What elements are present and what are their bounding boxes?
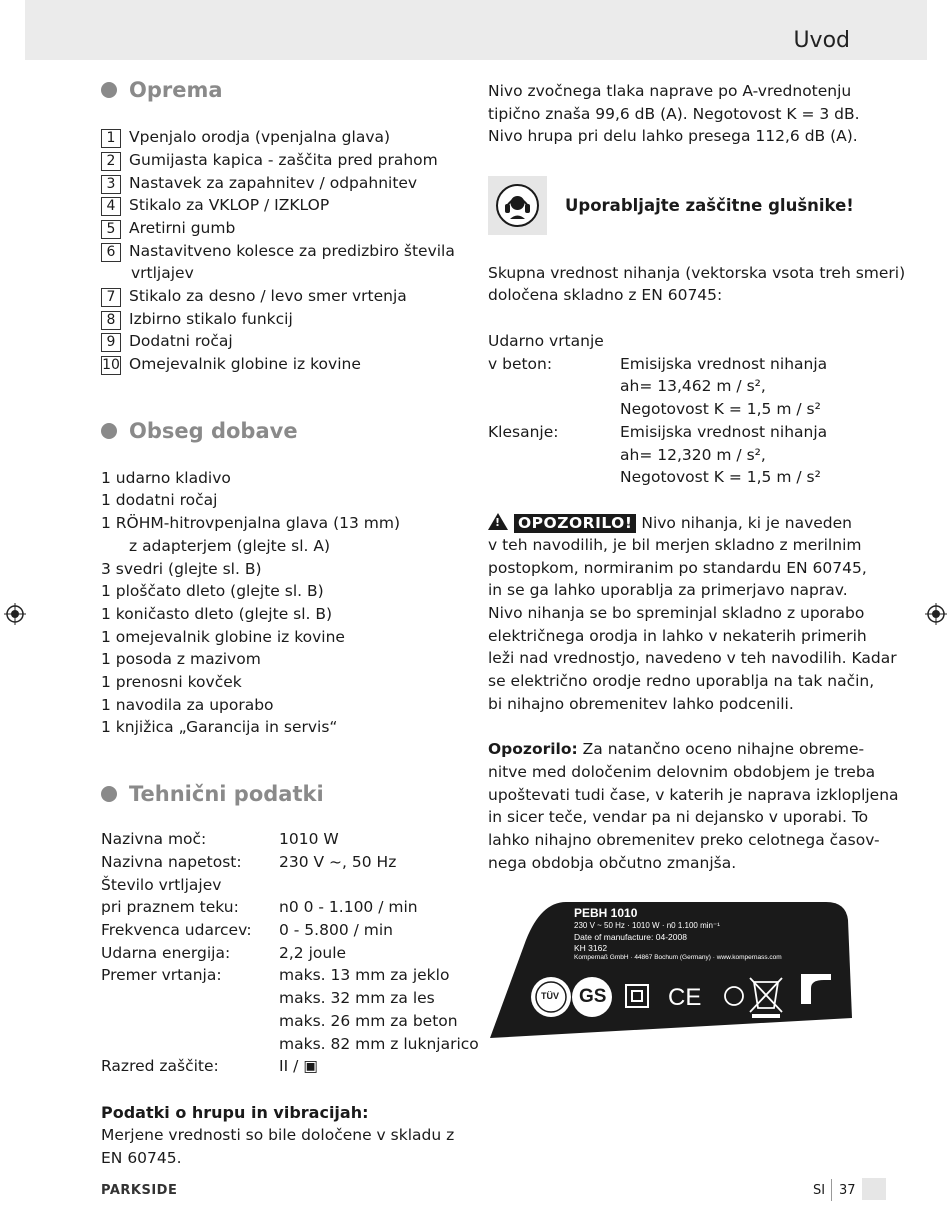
spec-label: Premer vrtanja: (101, 966, 222, 984)
paragraph-line: Za natančno oceno nihajne obreme- (582, 740, 865, 758)
page-number: 37 (839, 1183, 856, 1198)
registration-mark-icon (4, 603, 26, 625)
spec-label: Število vrtljajev (101, 876, 222, 894)
paragraph-line: EN 60745. (101, 1149, 182, 1167)
opozorilo-label: Opozorilo: (488, 740, 578, 758)
spec-label: Nazivna napetost: (101, 853, 242, 871)
page-title: Uvod (793, 28, 850, 53)
list-item: 1 knjižica „Garancija in servis“ (101, 718, 338, 736)
paragraph-line: v teh navodilih, je bil merjen skladno z merilnim (488, 536, 862, 554)
list-item: 9 Dodatni ročaj (101, 330, 233, 353)
section-heading-tehnicni: Tehnični podatki (101, 782, 324, 806)
list-item: vrtljajev (131, 264, 194, 282)
spec-value: 1010 W (279, 830, 339, 848)
spec-value: 0 - 5.800 / min (279, 921, 393, 939)
bullet-icon (101, 82, 117, 98)
paragraph-line: se električno orodje redno uporablja na tak način, (488, 672, 875, 690)
list-item: 1 udarno kladivo (101, 469, 231, 487)
spec-value: 230 V ~, 50 Hz (279, 853, 397, 871)
hrup-heading: Podatki o hrupu in vibracijah: (101, 1103, 369, 1122)
divider (831, 1179, 832, 1201)
spec-value: maks. 26 mm za beton (279, 1012, 458, 1030)
brand-logo: PARKSIDE (101, 1183, 178, 1198)
rating-plate (486, 900, 854, 1040)
paragraph-line: Nivo zvočnega tlaka naprave po A-vrednotenju (488, 82, 852, 100)
vib-value: Negotovost K = 1,5 m / s² (620, 400, 821, 418)
vib-value: ah= 13,462 m / s², (620, 377, 766, 395)
plate-company: Kompernaß GmbH · 44867 Bochum (Germany) · www.kompernass.com (574, 954, 782, 961)
vib-value: ah= 12,320 m / s², (620, 446, 766, 464)
plate-kh: KH 3162 (574, 943, 608, 953)
warning-triangle-icon: ! (488, 513, 508, 530)
spec-label: Udarna energija: (101, 944, 231, 962)
paragraph-line: postopkom, normiranim po standardu EN 60745, (488, 559, 867, 577)
vib-value: Emisijska vrednost nihanja (620, 355, 828, 373)
list-item: 1 posoda z mazivom (101, 650, 261, 668)
paragraph-line: Skupna vrednost nihanja (vektorska vsota treh smeri) (488, 264, 906, 282)
page-tab (862, 1178, 886, 1200)
list-item: 1 ploščato dleto (glejte sl. B) (101, 582, 324, 600)
registration-mark-icon (925, 603, 947, 625)
list-item: 10 Omejevalnik globine iz kovine (102, 355, 361, 373)
vib-label: v beton: (488, 355, 553, 373)
vib-label: Klesanje: (488, 423, 559, 441)
spec-label: pri praznem teku: (101, 898, 239, 916)
paragraph-line: leži nad vrednostjo, navedeno v teh navodilih. Kadar (488, 649, 897, 667)
list-item: 2 Gumijasta kapica - zaščita pred prahom (101, 149, 438, 172)
plate-model: PEBH 1010 (574, 906, 638, 920)
list-item: 1 koničasto dleto (glejte sl. B) (101, 605, 333, 623)
plate-date: Date of manufacture: 04-2008 (574, 932, 687, 942)
section-heading-oprema: Oprema (101, 78, 223, 102)
list-item: 1 RÖHM-hitrovpenjalna glava (13 mm) (101, 514, 401, 532)
bullet-icon (101, 423, 117, 439)
spec-value: 2,2 joule (279, 944, 347, 962)
paragraph-line: in sicer teče, vendar pa ni dejansko v uporabi. To (488, 808, 869, 826)
list-item: 1 navodila za uporabo (101, 696, 274, 714)
list-item: 5 Aretirni gumb (101, 217, 235, 240)
list-item: 8 Izbirno stikalo funkcij (101, 308, 293, 331)
paragraph-line: Merjene vrednosti so bile določene v skladu z (101, 1126, 455, 1144)
list-item: 6 Nastavitveno kolesce za predizbiro števila (101, 240, 455, 263)
paragraph-line: in se ga lahko uporablja za primerjavo naprav. (488, 581, 848, 599)
list-item: 1 Vpenjalo orodja (vpenjalna glava) (101, 126, 390, 149)
vib-label: Udarno vrtanje (488, 332, 604, 350)
section-heading-obseg: Obseg dobave (101, 419, 298, 443)
paragraph-line: Nivo nihanja se bo spreminjal skladno z uporabo (488, 604, 865, 622)
paragraph-line: električnega orodja in lahko v nekaterih primerih (488, 627, 867, 645)
spec-value: maks. 32 mm za les (279, 989, 435, 1007)
list-item: 3 svedri (glejte sl. B) (101, 560, 262, 578)
paragraph-line: Nivo nihanja, ki je naveden (641, 514, 852, 532)
spec-label: Frekvenca udarcev: (101, 921, 252, 939)
list-item: 4 Stikalo za VKLOP / IZKLOP (101, 194, 329, 217)
bullet-icon (101, 786, 117, 802)
paragraph-line: nega obdobja občutno zmanjša. (488, 854, 737, 872)
ear-protection-text: Uporabljajte zaščitne glušnike! (565, 196, 854, 215)
list-item: z adapterjem (glejte sl. A) (129, 537, 331, 555)
list-item: 1 dodatni ročaj (101, 491, 218, 509)
spec-value: II / ▣ (279, 1057, 318, 1075)
spec-label: Razred zaščite: (101, 1057, 219, 1075)
vib-value: Emisijska vrednost nihanja (620, 423, 828, 441)
spec-value: maks. 82 mm z luknjarico (279, 1035, 479, 1053)
warning-badge: OPOZORILO! (514, 514, 636, 533)
ear-protection-icon (496, 184, 539, 227)
vib-value: Negotovost K = 1,5 m / s² (620, 468, 821, 486)
paragraph-line: nitve med določenim delovnim obdobjem je treba (488, 763, 876, 781)
spec-value: maks. 13 mm za jeklo (279, 966, 450, 984)
paragraph-line: Nivo hrupa pri delu lahko presega 112,6 dB (A). (488, 127, 858, 145)
paragraph-line: upoštevati tudi čase, v katerih je naprava izklopljena (488, 786, 899, 804)
list-item: 1 omejevalnik globine iz kovine (101, 628, 345, 646)
paragraph-line: bi nihajno obremenitev lahko podcenili. (488, 695, 794, 713)
plate-spec: 230 V ~ 50 Hz · 1010 W · n0 1.100 min⁻¹ (574, 921, 720, 930)
gs-logo: GS (579, 986, 607, 1007)
header-bar (25, 0, 927, 60)
spec-value: n0 0 - 1.100 / min (279, 898, 418, 916)
list-item: 7 Stikalo za desno / levo smer vrtenja (101, 285, 407, 308)
opozorilo-first-line (488, 740, 864, 758)
ear-protection-box (488, 176, 547, 235)
list-item: 3 Nastavek za zapahnitev / odpahnitev (101, 172, 417, 195)
warning-first-line (488, 513, 852, 533)
language-code: SI (813, 1183, 826, 1198)
spec-label: Nazivna moč: (101, 830, 207, 848)
tuv-logo: TÜV (541, 991, 559, 1001)
paragraph-line: lahko nihajno obremenitev preko celotnega časov- (488, 831, 880, 849)
paragraph-line: določena skladno z EN 60745: (488, 286, 723, 304)
list-item: 1 prenosni kovček (101, 673, 242, 691)
ce-logo: CE (668, 984, 702, 1011)
paragraph-line: tipično znaša 99,6 dB (A). Negotovost K = 3 dB. (488, 105, 860, 123)
